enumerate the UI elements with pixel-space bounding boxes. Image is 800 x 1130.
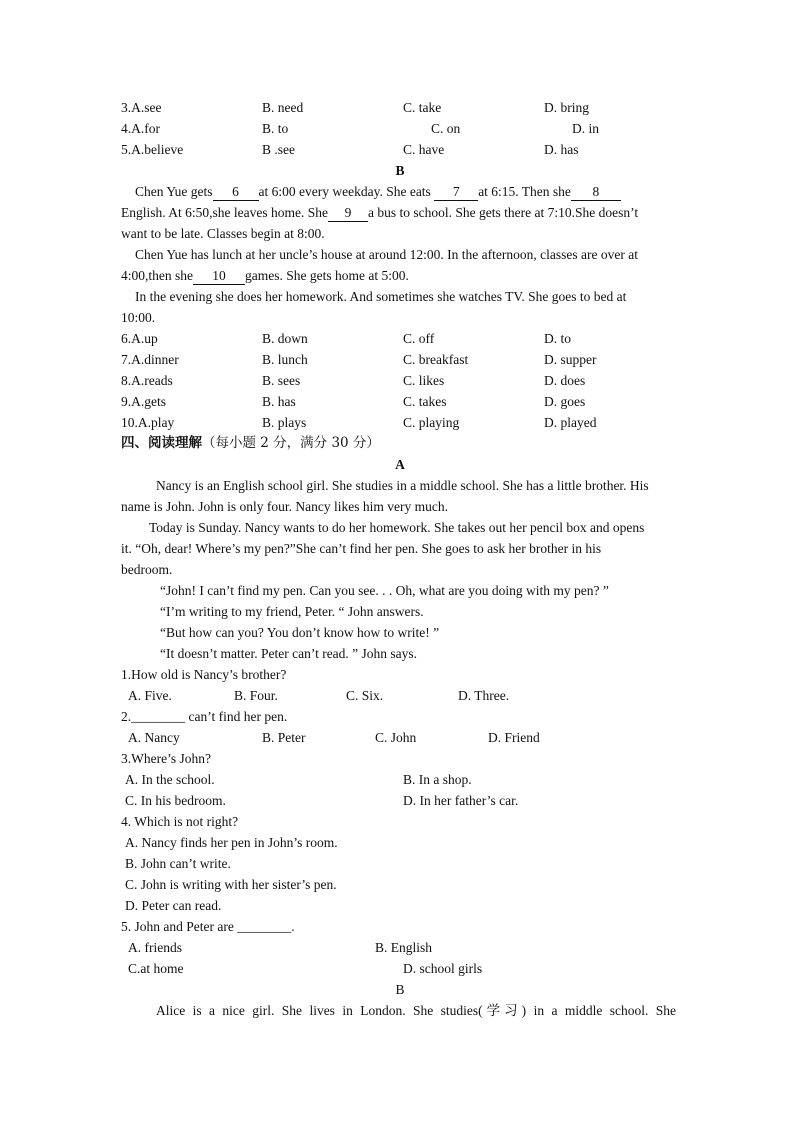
option-row [0,118,800,139]
option-d: D. bring [544,100,589,115]
dialogue-line: “But how can you? You don’t know how to write! ” [160,625,440,640]
section-title-b: B [395,163,405,178]
question-4: 4. Which is not right? [121,814,239,829]
option-c: C. breakfast [403,352,469,367]
option-row [0,370,800,391]
question-options [0,727,800,748]
option-c[interactable]: C.at home [128,961,184,976]
option-b: B. sees [262,373,301,388]
option-c[interactable]: C. John is writing with her sister’s pen. [125,877,337,892]
option-c: C. takes [403,394,447,409]
option-b: B. lunch [262,352,308,367]
option-d: D. goes [544,394,586,409]
passage-text: at 6:00 every weekday. She eats [258,184,431,199]
passage-text: 4:00,then she [121,268,193,283]
option-d[interactable]: D. school girls [403,961,483,976]
dialogue-line: “I’m writing to my friend, Peter. “ John answers. [160,604,424,619]
option-d[interactable]: D. Three. [458,688,510,703]
question-2: 2.________ can’t find her pen. [121,709,288,724]
option-d: D. in [572,121,599,136]
option-b: B. need [262,100,304,115]
reading-title-a: A [395,457,405,472]
option-row [0,97,800,118]
question-options [0,790,800,811]
option-c: C. likes [403,373,445,388]
option-c: C. playing [403,415,460,430]
option-c[interactable]: C. In his bedroom. [125,793,226,808]
option-a: 3.A.see [121,100,162,115]
passage-text: English. At 6:50,she leaves home. She [121,205,328,220]
option-d[interactable]: D. Friend [488,730,540,745]
option-c[interactable]: C. Six. [346,688,384,703]
question-1: 1.How old is Nancy’s brother? [121,667,287,682]
dialogue-line: “John! I can’t find my pen. Can you see. . . Oh, what are you doing with my pen? ” [160,583,609,598]
option-d: D. to [544,331,571,346]
option-a[interactable]: A. friends [128,940,182,955]
reading-line: bedroom. [121,562,173,577]
option-c: C. on [431,121,461,136]
option-b[interactable]: B. John can’t write. [125,856,231,871]
option-d[interactable]: D. Peter can read. [125,898,222,913]
option-row [0,139,800,160]
option-c[interactable]: C. John [375,730,417,745]
blank-7[interactable]: 7 [434,184,478,201]
option-c: C. have [403,142,445,157]
question-options [0,958,800,979]
reading-line: name is John. John is only four. Nancy likes him very much. [121,499,448,514]
option-a[interactable]: A. In the school. [125,772,215,787]
question-options [0,769,800,790]
passage-line: In the evening she does her homework. And sometimes she watches TV. She goes to bed at [135,289,627,304]
passage-text: a bus to school. She gets there at 7:10.She doesn’t [367,205,639,220]
option-a: 10.A.play [121,415,175,430]
reading-line: Alice is a nice girl. She lives in London. She studies(学习) in a middle school. She [156,1003,676,1018]
option-b[interactable]: B. In a shop. [403,772,472,787]
option-a: 8.A.reads [121,373,173,388]
passage-text: at 6:15. Then she [478,184,571,199]
question-options [0,685,800,706]
option-a: 7.A.dinner [121,352,179,367]
option-b: B. has [262,394,296,409]
option-row [0,349,800,370]
option-a[interactable]: A. Nancy finds her pen in John’s room. [125,835,338,850]
blank-6[interactable]: 6 [213,184,259,201]
passage-line [121,202,638,223]
passage-text: Chen Yue gets [135,184,213,199]
option-a[interactable]: A. Five. [128,688,172,703]
reading-line: Today is Sunday. Nancy wants to do her homework. She takes out her pencil box and opens [149,520,645,535]
blank-8[interactable]: 8 [571,184,621,201]
passage-line [135,181,621,202]
passage-line: Chen Yue has lunch at her uncle’s house at around 12:00. In the afternoon, classes are over at [135,247,638,262]
question-3: 3.Where’s John? [121,751,211,766]
option-d[interactable]: D. In her father’s car. [403,793,519,808]
option-a: 6.A.up [121,331,158,346]
option-b: B .see [262,142,295,157]
option-b: B. plays [262,415,307,430]
option-row [0,391,800,412]
option-d: D. played [544,415,597,430]
option-b: B. to [262,121,289,136]
option-a[interactable]: A. Nancy [128,730,180,745]
question-options [0,937,800,958]
passage-text: games. She gets home at 5:00. [245,268,409,283]
option-b: B. down [262,331,308,346]
blank-9[interactable]: 9 [328,205,368,222]
reading-line: Nancy is an English school girl. She studies in a middle school. She has a little brother. His [156,478,649,493]
dialogue-line: “It doesn’t matter. Peter can’t read. ” John says. [160,646,418,661]
passage-line: 10:00. [121,310,156,325]
option-b[interactable]: B. English [375,940,433,955]
option-c: C. take [403,100,442,115]
option-b[interactable]: B. Four. [234,688,278,703]
reading-title-b: B [395,982,405,997]
option-c: C. off [403,331,435,346]
passage-line [121,265,409,286]
option-d: D. does [544,373,586,388]
passage-line: want to be late. Classes begin at 8:00. [121,226,325,241]
question-5: 5. John and Peter are ________. [121,919,295,934]
blank-10[interactable]: 10 [193,268,245,285]
option-a: 5.A.believe [121,142,184,157]
option-row [0,328,800,349]
section-heading-note: （每小题 2 分，满分 30 分） [202,435,380,451]
section-heading-title: 四、阅读理解 [121,435,202,451]
option-d: D. has [544,142,579,157]
reading-line: it. “Oh, dear! Where’s my pen?”She can’t find her pen. She goes to ask her brother in his [121,541,602,556]
option-d: D. supper [544,352,597,367]
option-a: 9.A.gets [121,394,166,409]
option-row [0,412,800,433]
option-b[interactable]: B. Peter [262,730,306,745]
option-a: 4.A.for [121,121,160,136]
section-heading [121,433,380,454]
